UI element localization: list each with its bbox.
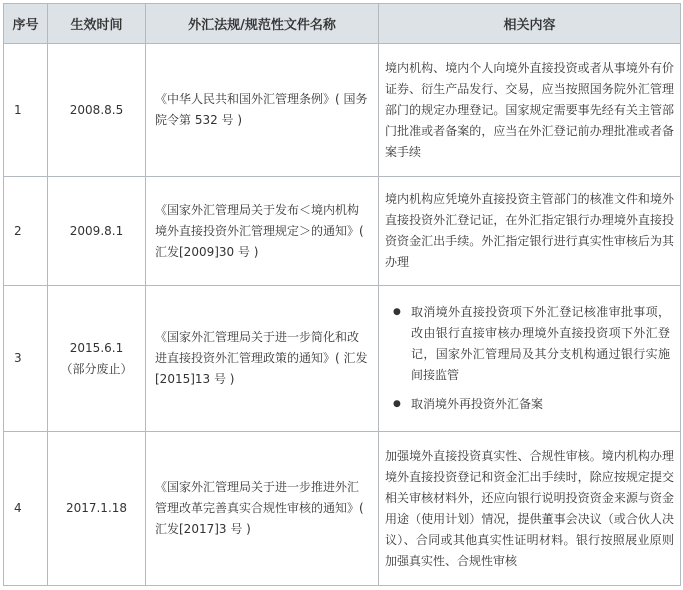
cell-document-name: 《国家外汇管理局关于进一步推进外汇管理改革完善真实合规性审核的通知》( 汇发[2017]3 号 ) xyxy=(146,432,379,586)
cell-effective-date: 2008.8.5 xyxy=(48,44,146,177)
cell-document-name: 《中华人民共和国外汇管理条例》( 国务院令第 532 号 ) xyxy=(146,44,379,177)
bullet-icon: ● xyxy=(393,399,401,409)
table-row xyxy=(4,432,681,586)
date-status-note: （部分废止） xyxy=(60,361,133,376)
cell-effective-date: 2017.1.18 xyxy=(48,432,146,586)
table-row xyxy=(4,44,681,177)
cell-effective-date xyxy=(48,286,146,432)
table-row xyxy=(4,286,681,432)
cell-document-name: 《国家外汇管理局关于进一步简化和改进直接投资外汇管理政策的通知》( 汇发[2015]13 号 ) xyxy=(146,286,379,432)
bullet-icon: ● xyxy=(393,307,401,317)
cell-related-content xyxy=(379,286,681,432)
cell-related-content: 境内机构、境内个人向境外直接投资或者从事境外有价证券、衍生产品发行、交易，应当按照国务院外汇管理部门的规定办理登记。国家规定需要事先经有关主管部门批准或者备案的，应当在外汇登记前办理批准或者备案手续 xyxy=(379,44,681,177)
list-item xyxy=(385,394,674,415)
cell-effective-date: 2009.8.1 xyxy=(48,177,146,286)
list-item-text: 取消境外直接投资项下外汇登记核准审批事项，改由银行直接审核办理境外直接投资项下外汇登记，国家外汇管理局及其分支机构通过银行实施间接监管 xyxy=(411,305,670,382)
table-header-row xyxy=(4,4,681,44)
cell-seq: 3 xyxy=(4,286,48,432)
cell-seq: 1 xyxy=(4,44,48,177)
cell-document-name: 《国家外汇管理局关于发布＜境内机构境外直接投资外汇管理规定＞的通知》( 汇发[2009]30 号 ) xyxy=(146,177,379,286)
forex-regulation-table xyxy=(3,3,681,586)
header-effective-date: 生效时间 xyxy=(48,4,146,44)
date-value: 2015.6.1 xyxy=(69,340,124,355)
header-seq: 序号 xyxy=(4,4,48,44)
table-row xyxy=(4,177,681,286)
list-item xyxy=(385,302,674,386)
header-document-name: 外汇法规/规范性文件名称 xyxy=(146,4,379,44)
header-related-content: 相关内容 xyxy=(379,4,681,44)
cell-related-content: 加强境外直接投资真实性、合规性审核。境内机构办理境外直接投资登记和资金汇出手续时，除应按规定提交相关审核材料外，还应向银行说明投资资金来源与资金用途（使用计划）情况，提供董事会决议（或合伙人决议）、合同或其他真实性证明材料。银行按照展业原则加强真实性、合规性审核 xyxy=(379,432,681,586)
cell-related-content: 境内机构应凭境外直接投资主管部门的核准文件和境外直接投资外汇登记证，在外汇指定银行办理境外直接投资资金汇出手续。外汇指定银行进行真实性审核后为其办理 xyxy=(379,177,681,286)
cell-seq: 2 xyxy=(4,177,48,286)
regulation-table-container xyxy=(3,3,680,587)
content-bullet-list xyxy=(385,302,674,415)
cell-seq: 4 xyxy=(4,432,48,586)
list-item-text: 取消境外再投资外汇备案 xyxy=(411,397,544,411)
